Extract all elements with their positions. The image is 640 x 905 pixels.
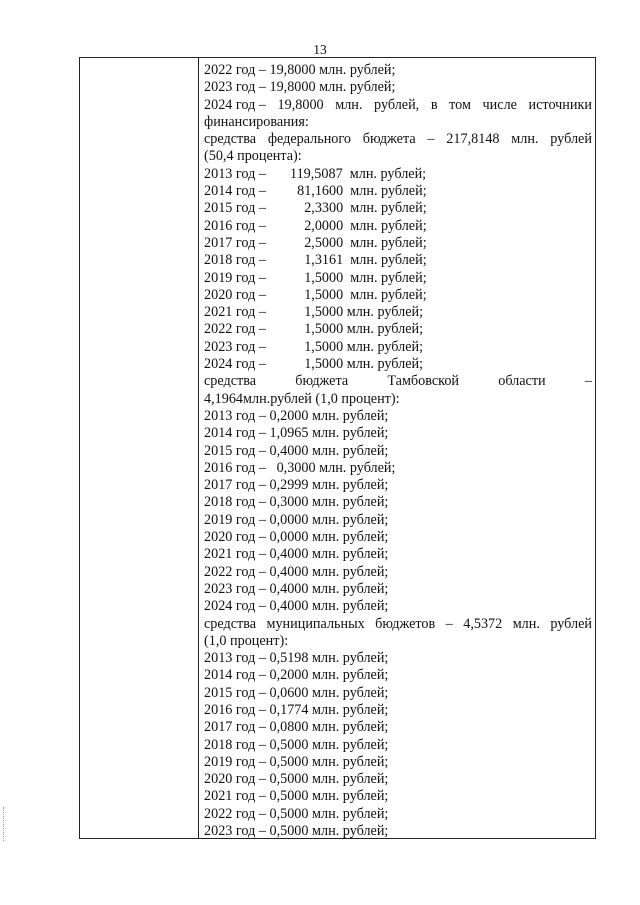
word: источники — [528, 96, 592, 113]
regional-year-line: 2021 год – 0,4000 млн. рублей; — [204, 546, 389, 563]
text-line: финансирования: — [204, 113, 309, 130]
regional-year-line: 2024 год – 0,4000 млн. рублей; — [204, 598, 389, 615]
page-number: 13 — [313, 42, 327, 57]
word: млн. — [511, 131, 539, 148]
amount: 1,5000 млн. рублей; — [290, 304, 424, 321]
amount: 1,5000 млн. рублей; — [290, 269, 427, 286]
word: 217,8148 — [446, 131, 500, 148]
word: области — [498, 373, 546, 390]
word: муниципальных — [266, 615, 365, 632]
word: – — [584, 373, 592, 390]
regional-year-line: 2014 год – 1,0965 млн. рублей; — [204, 425, 389, 442]
regional-share: 4,1964млн.рублей (1,0 процент): — [204, 390, 400, 407]
year: 2019 год – — [204, 269, 266, 286]
municipal-year-line: 2018 год – 0,5000 млн. рублей; — [204, 736, 389, 753]
year: 2013 год – — [204, 165, 266, 182]
text-line: 2022 год – 19,8000 млн. рублей; — [204, 62, 396, 78]
year: 2024 год – — [204, 356, 266, 373]
word: 2024 год – — [204, 96, 266, 113]
municipal-year-line: 2015 год – 0,0600 млн. рублей; — [204, 684, 389, 701]
word: рублей, — [374, 96, 420, 113]
word: в — [430, 96, 438, 113]
amount: 1,3161 млн. рублей; — [290, 252, 427, 269]
word: Тамбовской — [387, 373, 460, 390]
regional-year-line: 2017 год – 0,2999 млн. рублей; — [204, 477, 389, 494]
word: рублей — [550, 615, 592, 632]
regional-year-line: 2018 год – 0,3000 млн. рублей; — [204, 494, 389, 511]
federal-year-line — [204, 235, 592, 252]
word: средства — [204, 615, 257, 632]
regional-year-line: 2019 год – 0,0000 млн. рублей; — [204, 511, 389, 528]
federal-year-line — [204, 287, 592, 304]
regional-year-line: 2020 год – 0,0000 млн. рублей; — [204, 529, 389, 546]
year: 2023 год – — [204, 338, 266, 355]
word: млн. — [335, 96, 363, 113]
federal-year-line — [204, 252, 592, 269]
word: 4,5372 — [463, 615, 503, 632]
word: федерального — [267, 131, 351, 148]
municipal-year-line: 2014 год – 0,2000 млн. рублей; — [204, 667, 389, 684]
municipal-year-line: 2019 год – 0,5000 млн. рублей; — [204, 753, 389, 770]
federal-year-line — [204, 200, 592, 217]
word: – — [427, 131, 435, 148]
year: 2015 год – — [204, 200, 266, 217]
federal-budget-header — [204, 131, 592, 148]
municipal-year-line: 2022 год – 0,5000 млн. рублей; — [204, 805, 389, 822]
word: бюджета — [295, 373, 349, 390]
amount: 1,5000 млн. рублей; — [290, 321, 424, 338]
document-table — [79, 57, 596, 839]
federal-year-line — [204, 339, 592, 356]
federal-year-line — [204, 166, 592, 183]
municipal-year-line: 2016 год – 0,1774 млн. рублей; — [204, 701, 389, 718]
scan-margin-mark — [3, 807, 9, 841]
year: 2022 год – — [204, 321, 266, 338]
year: 2018 год – — [204, 252, 266, 269]
word: том — [449, 96, 471, 113]
amount: 2,3300 млн. рублей; — [290, 200, 427, 217]
word: рублей — [550, 131, 592, 148]
word: средства — [204, 131, 257, 148]
regional-year-line: 2016 год – 0,3000 млн. рублей; — [204, 459, 396, 476]
regional-year-line: 2015 год – 0,4000 млн. рублей; — [204, 442, 389, 459]
amount: 2,0000 млн. рублей; — [290, 217, 427, 234]
year: 2016 год – — [204, 217, 266, 234]
word: бюджетов — [375, 615, 436, 632]
word: числе — [482, 96, 517, 113]
municipal-budget-header — [204, 616, 592, 633]
municipal-year-line: 2013 год – 0,5198 млн. рублей; — [204, 650, 389, 667]
amount: 81,1600 млн. рублей; — [290, 183, 427, 200]
amount: 1,5000 млн. рублей; — [290, 286, 427, 303]
federal-years-list — [204, 166, 592, 374]
municipal-share: (1,0 процент): — [204, 632, 289, 649]
financing-text — [204, 62, 592, 840]
regional-year-line: 2013 год – 0,2000 млн. рублей; — [204, 407, 389, 424]
text-line: 2023 год – 19,8000 млн. рублей; — [204, 79, 396, 96]
word: средства — [204, 373, 257, 390]
municipal-year-line: 2021 год – 0,5000 млн. рублей; — [204, 788, 389, 805]
amount: 2,5000 млн. рублей; — [290, 234, 427, 251]
word: млн. — [512, 615, 540, 632]
federal-year-line — [204, 304, 592, 321]
regional-year-line: 2022 год – 0,4000 млн. рублей; — [204, 563, 389, 580]
federal-share: (50,4 процента): — [204, 148, 302, 165]
municipal-year-line: 2023 год – 0,5000 млн. рублей; — [204, 823, 389, 840]
year: 2020 год – — [204, 286, 266, 303]
municipal-years-list — [204, 650, 592, 840]
year: 2017 год – — [204, 234, 266, 251]
federal-year-line — [204, 321, 592, 338]
municipal-year-line: 2020 год – 0,5000 млн. рублей; — [204, 771, 389, 788]
text-line-2024-total — [204, 97, 592, 114]
federal-year-line — [204, 183, 592, 200]
regional-years-list — [204, 408, 592, 616]
federal-year-line — [204, 270, 592, 287]
amount: 1,5000 млн. рублей; — [290, 356, 424, 373]
word: – — [445, 615, 453, 632]
municipal-year-line: 2017 год – 0,0800 млн. рублей; — [204, 719, 389, 736]
amount: 119,5087 млн. рублей; — [290, 165, 427, 182]
column-divider — [198, 58, 199, 838]
federal-year-line — [204, 218, 592, 235]
federal-year-line — [204, 356, 592, 373]
year: 2021 год – — [204, 304, 266, 321]
regional-year-line: 2023 год – 0,4000 млн. рублей; — [204, 580, 389, 597]
year: 2014 год – — [204, 183, 266, 200]
amount: 1,5000 млн. рублей; — [290, 338, 424, 355]
regional-budget-header — [204, 373, 592, 390]
word: бюджета — [362, 131, 416, 148]
word: 19,8000 — [277, 96, 324, 113]
